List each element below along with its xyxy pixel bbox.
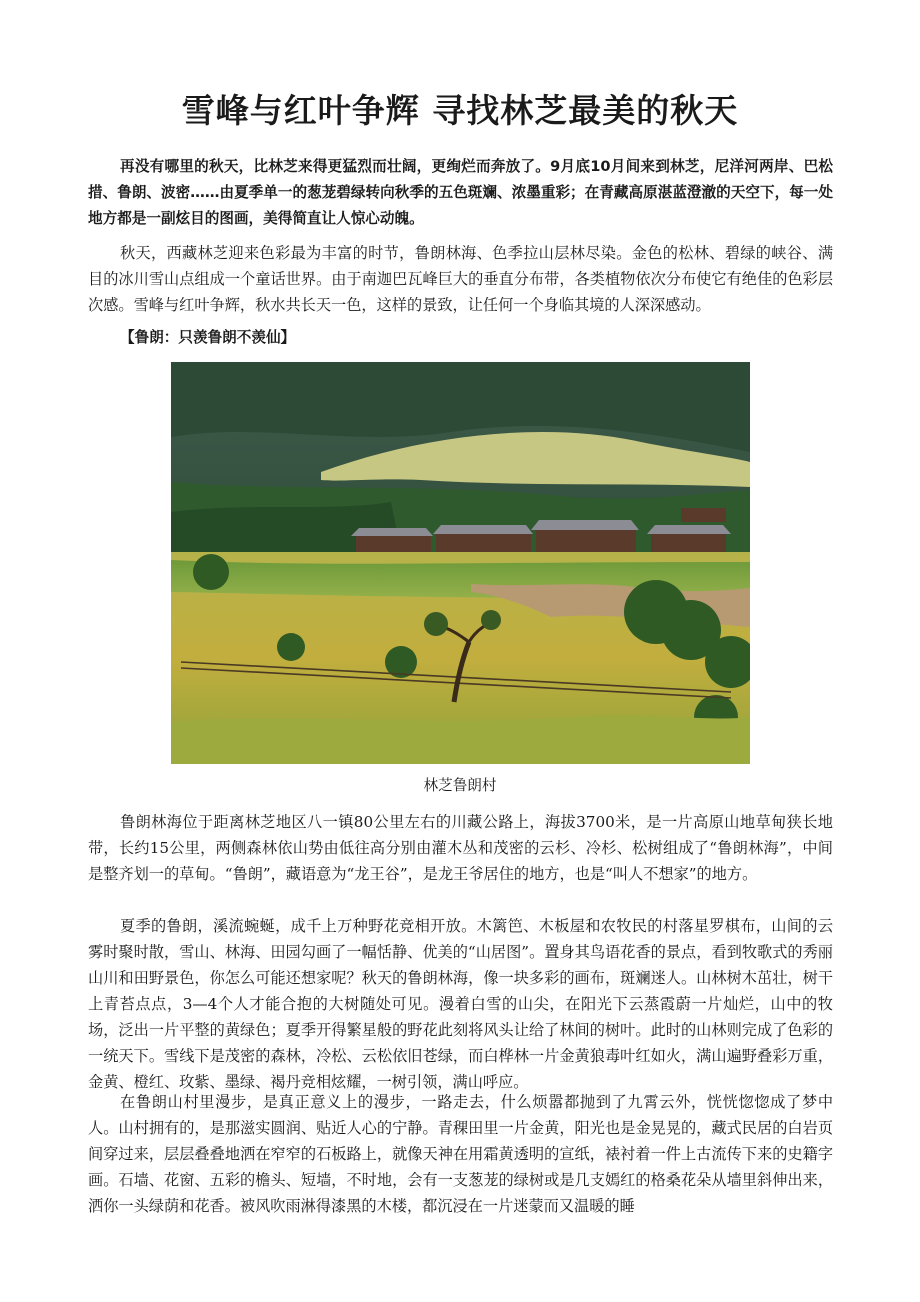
lulang-village-photo	[171, 362, 750, 764]
body-paragraph-1: 秋天，西藏林芝迎来色彩最为丰富的时节，鲁朗林海、色季拉山层林尽染。金色的松林、碧绿的峡谷、满目的冰川雪山点组成一个童话世界。由于南迦巴瓦峰巨大的垂直分布带，各类植物依次分布使它有绝佳的色彩层次感。雪峰与红叶争辉，秋水共长天一色，这样的景致，让任何一个身临其境的人深深感动。	[88, 244, 833, 314]
image-caption: 林芝鲁朗村	[423, 777, 497, 794]
body-paragraph-3: 夏季的鲁朗，溪流蜿蜒，成千上万种野花竞相开放。木篱笆、木板屋和农牧民的村落星罗棋布，山间的云雾时聚时散，雪山、林海、田园勾画了一幅恬静、优美的“山居图”。置身其鸟语花香的景点，看到牧歌式的秀丽山川和田野景色，你怎么可能还想家呢？秋天的鲁朗林海，像一块多彩的画布，斑斓迷人。山林树木茁壮，树干上青苔点点，3—4个人才能合抱的大树随处可见。漫着白雪的山尖，在阳光下云蒸霞蔚一片灿烂，山中的牧场，泛出一片平整的黄绿色；夏季开得繁星般的野花此刻将风头让给了林间的树叶。此时的山林则完成了色彩的一统天下。雪线下是茂密的森林，冷松、云松依旧苍绿，而白桦林一片金黄狼毒叶红如火，满山遍野叠彩万重，金黄、橙红、玫紫、墨绿、褐丹竞相炫耀，一树引领，满山呼应。	[88, 917, 833, 1091]
body-paragraph-4: 在鲁朗山村里漫步，是真正意义上的漫步，一路走去，什么烦嚣都抛到了九霄云外，恍恍惚惚成了梦中人。山村拥有的，是那滋实圆润、贴近人心的宁静。青稞田里一片金黄，阳光也是金晃晃的，藏式民居的白岩页间穿过来，层层叠叠地洒在窄窄的石板路上，就像天神在用霜黄透明的宣纸，裱衬着一件上古流传下来的史籍字画。石墙、花窗、五彩的檐头、短墙，不时地，会有一支葱茏的绿树或是几支嫣红的格桑花朵从墙里斜伸出来，洒你一头绿荫和花香。被风吹雨淋得漆黑的木楼，都沉浸在一片迷蒙而又温暖的睡	[88, 1093, 833, 1215]
section-heading: 【鲁朗：只羡鲁朗不羡仙】	[120, 329, 296, 346]
article-title: 雪峰与红叶争辉 寻找林芝最美的秋天	[181, 91, 739, 130]
intro-paragraph: 再没有哪里的秋天，比林芝来得更猛烈而壮阔，更绚烂而奔放了。9月底10月间来到林芝，尼洋河两岸、巴松措、鲁朗、波密……由夏季单一的葱茏碧绿转向秋季的五色斑斓、浓墨重彩；在青藏高原湛蓝澄澈的天空下，每一处地方都是一副炫目的图画，美得简直让人惊心动魄。	[88, 158, 833, 227]
body-paragraph-2: 鲁朗林海位于距离林芝地区八一镇80公里左右的川藏公路上，海拔3700米，是一片高原山地草甸狭长地带，长约15公里，两侧森林依山势由低往高分别由灌木丛和茂密的云杉、冷杉、松树组成了“鲁朗林海”，中间是整齐划一的草甸。“鲁朗”，藏语意为“龙王谷”，是龙王爷居住的地方，也是“叫人不想家”的地方。	[88, 813, 833, 883]
